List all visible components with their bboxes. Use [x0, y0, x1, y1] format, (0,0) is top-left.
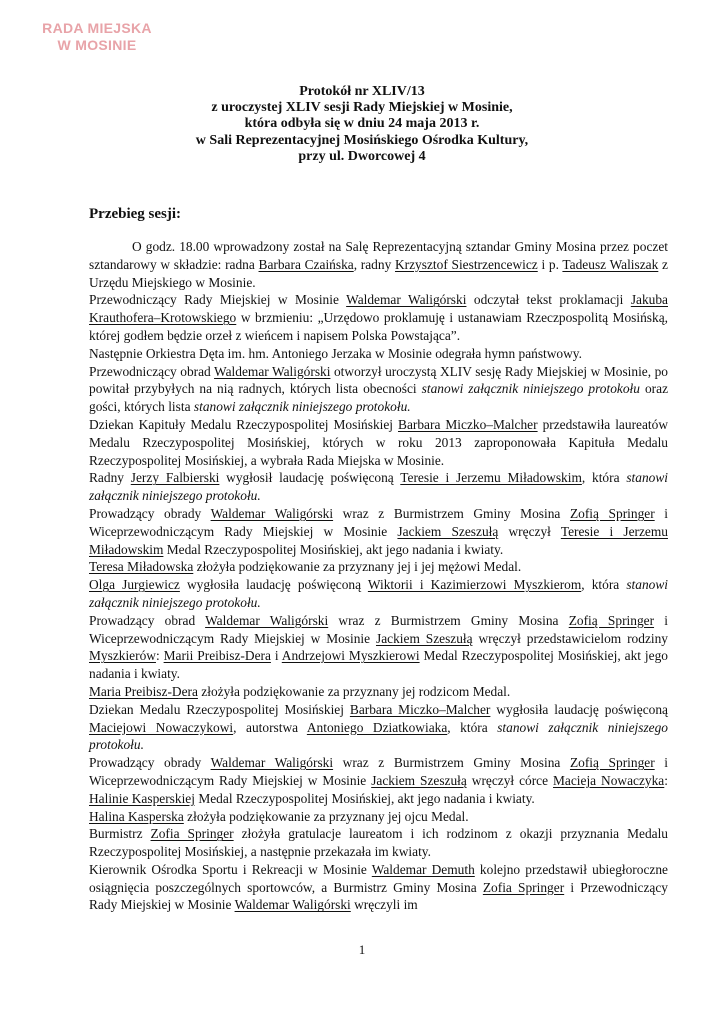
person-name: Zofią Springer [569, 755, 655, 771]
attachment-note: stanowi załącznik niniejszego protokołu [421, 381, 640, 397]
person-name: Waldemar Waligórski [346, 292, 467, 308]
paragraph-text: Dziekan Kapituły Medalu Rzeczypospolitej Mosińskiej [89, 416, 399, 432]
attachment-note: stanowi załącznik niniejszego protokołu. [89, 470, 669, 504]
paragraph-text: , która [581, 470, 627, 486]
paragraph-text: , która [447, 719, 498, 735]
attachment-note: stanowi załącznik niniejszego protokołu. [89, 719, 668, 753]
person-name: Teresie i Jerzemu Miładowskim [89, 523, 668, 557]
paragraph-text: wraz z Burmistrzem Gminy Mosina [333, 755, 570, 771]
paragraph-text: i [270, 648, 282, 664]
paragraph-text: , która [581, 577, 627, 593]
attachment-note: stanowi załącznik niniejszego protokołu. [193, 399, 411, 415]
paragraph-text: Przewodniczący Rady Miejskiej w Mosinie [89, 292, 347, 308]
person-name: Halina Kasperska [89, 808, 184, 824]
paragraph-text: otworzył uroczystą XLIV sesję Rady Miejskiej w Mosinie, po powitał przybyłych na nią radnych, których lista obecności [89, 363, 669, 397]
paragraph-text: Medal Rzeczypospolitej Mosińskiej, akt jego nadania i kwiaty. [89, 648, 668, 682]
body-paragraph [89, 558, 668, 576]
paragraph-text: i p. [537, 256, 563, 272]
paragraph-text: Dziekan Medalu Rzeczypospolitej Mosińskiej [89, 701, 350, 717]
person-name: Marii Preibisz-Dera [163, 648, 271, 664]
paragraph-text: Radny [89, 470, 131, 486]
paragraph-text: złożyła podziękowanie za przyznany jej i jej mężowi Medal. [193, 559, 522, 575]
person-name: Macieja Nowaczyka [553, 772, 665, 788]
person-name: Krzysztof Siestrzencewicz [394, 256, 538, 272]
person-name: Maria Preibisz-Dera [89, 683, 198, 699]
paragraph-text: Prowadzący obrad [89, 612, 206, 628]
person-name: Teresa Miładowska [89, 559, 194, 575]
body-paragraph [89, 683, 668, 701]
paragraph-text: wraz z Burmistrzem Gminy Mosina [333, 505, 570, 521]
paragraph-text: O godz. 18.00 wprowadzony został na Salę Reprezentacyjną sztandar Gminy Mosina przez poczet sztandarowy w składzie: radna [89, 239, 668, 272]
document-body [89, 238, 668, 914]
paragraph-text: : [155, 648, 164, 664]
paragraph-text: Kierownik Ośrodka Sportu i Rekreacji w Mosinie [89, 861, 372, 877]
person-name: Jackiem Szeszułą [375, 630, 473, 646]
paragraph-text: i Wiceprzewodniczącym Rady Miejskiej w Mosinie [89, 505, 668, 539]
paragraph-text: wręczył przedstawicielom rodziny [472, 630, 669, 646]
person-name: Wiktorii i Kazimierzowi Myszkierom [367, 577, 582, 593]
person-name: Tadeusz Waliszak [562, 256, 659, 272]
header-line: z uroczystej XLIV sesji Rady Miejskiej w Mosinie, [211, 100, 513, 116]
person-name: Jackiem Szeszułą [371, 772, 467, 788]
paragraph-text: wygłosiła laudację poświęconą [179, 577, 368, 593]
person-name: Waldemar Waligórski [210, 755, 334, 771]
person-name: Zofia Springer [150, 826, 234, 842]
paragraph-text: kolejno przedstawił ubiegłoroczne osiągnięcia poszczególnych sportowców, a Burmistrz Gminy Mosina [89, 861, 668, 895]
person-name: Jackiem Szeszułą [397, 523, 499, 539]
paragraph-text: wygłosił laudację poświęconą [219, 470, 401, 486]
body-paragraph [89, 505, 668, 558]
paragraph-text: i Wiceprzewodniczącym Rady Miejskiej w Mosinie [89, 755, 668, 788]
person-name: Maciejowi Nowaczykowi [89, 719, 234, 735]
header-title: Protokół nr XLIV/13 [299, 84, 425, 99]
paragraph-text: wygłosiła laudację poświęconą [490, 701, 668, 717]
body-paragraph [89, 416, 668, 469]
paragraph-text: w brzmieniu: „Urzędowo proklamuję i ustanawiam Rzeczpospolitą Mosińską, której godłem będzie orzeł z wieńcem i napisem Polska Powstająca”. [89, 310, 668, 343]
paragraph-text: , radny [353, 256, 395, 272]
paragraph-text: wraz z Burmistrzem Gminy Mosina [328, 612, 569, 628]
person-name: Zofią Springer [569, 505, 655, 521]
page-number: 1 [358, 942, 366, 957]
paragraph-text: Burmistrz [89, 826, 151, 842]
paragraph-text: złożyła podziękowanie za przyznany jej rodzicom Medal. [197, 683, 511, 699]
paragraph-text: Prowadzący obrady [89, 505, 211, 521]
paragraph-text: Przewodniczący obrad [89, 363, 215, 379]
person-name: Andrzejowi Myszkierowi [281, 648, 420, 664]
header-line: przy ul. Dworcowej 4 [298, 148, 426, 164]
body-paragraph [89, 612, 668, 683]
person-name: Waldemar Demuth [371, 861, 475, 877]
person-name: Antoniego Dziatkowiaka [306, 719, 448, 735]
paragraph-text: Medal Rzeczypospolitej Mosińskiej, akt jego nadania i kwiaty. [163, 541, 504, 557]
person-name: Barbara Miczko–Malcher [349, 701, 491, 717]
paragraph-text: Prowadzący obrady [89, 755, 211, 771]
paragraph-text: wręczył [498, 523, 561, 539]
document-header [0, 84, 724, 165]
body-paragraph [89, 291, 668, 344]
body-paragraph [89, 469, 668, 505]
person-name: Waldemar Waligórski [214, 363, 331, 379]
person-name: Waldemar Waligórski [205, 612, 329, 628]
person-name: Olga Jurgiewicz [89, 577, 180, 593]
stamp-line-2: W MOSINIE [57, 37, 137, 53]
body-paragraph [89, 808, 668, 826]
paragraph-text: odczytał tekst proklamacji [466, 292, 631, 308]
paragraph-text: przedstawiła laureatów Medalu Rzeczypospolitej Mosińskiej, których w roku 2013 zaproponowała Kapituła Medalu Rzeczypospolitej Mosińskiej, a wybrała Rada Miejska w Mosinie. [89, 416, 669, 468]
body-paragraph [89, 345, 668, 363]
paragraph-text: , autorstwa [233, 719, 307, 735]
paragraph-text: wręczyli im [350, 897, 418, 913]
person-name: Teresie i Jerzemu Miładowskim [400, 470, 582, 486]
section-title: Przebieg sesji: [89, 206, 182, 222]
paragraph-text: wręczył córce [466, 772, 553, 788]
attachment-note: stanowi załącznik niniejszego protokołu. [89, 577, 668, 610]
body-paragraph [89, 754, 668, 807]
paragraph-text: : [664, 772, 668, 788]
paragraph-text: i Przewodniczący Rady Miejskiej w Mosinie [89, 879, 669, 913]
person-name: Waldemar Waligórski [234, 897, 351, 913]
stamp-line-1: RADA MIEJSKA [42, 20, 152, 36]
person-name: Barbara Miczko–Malcher [398, 416, 538, 432]
body-paragraph [89, 861, 668, 914]
body-paragraph [89, 576, 668, 612]
person-name: Waldemar Waligórski [210, 505, 334, 521]
header-line: która odbyła się w dniu 24 maja 2013 r. [244, 116, 480, 132]
paragraph-text: z Urzędu Miejskiego w Mosinie. [89, 256, 668, 290]
body-paragraph [89, 825, 668, 861]
header-line: w Sali Reprezentacyjnej Mosińskiego Ośrodka Kultury, [195, 132, 529, 148]
body-paragraph [89, 701, 668, 754]
council-stamp [22, 20, 172, 54]
paragraph-text: Następnie Orkiestra Dęta im. hm. Antoniego Jerzaka w Mosinie odegrała hymn państwowy. [89, 345, 582, 361]
person-name: Jerzy Falbierski [130, 470, 220, 486]
paragraph-text: oraz gości, których lista [89, 381, 669, 415]
person-name: Zofia Springer [482, 879, 565, 895]
paragraph-text: złożyła gratulacje laureatom i ich rodzinom z okazji przyznania Medalu Rzeczypospolitej Mosińskiej, a następnie przekazała im kwiaty. [89, 826, 668, 860]
paragraph-text: Medal Rzeczypospolitej Mosińskiej, akt jego nadania i kwiaty. [194, 790, 535, 806]
person-name: Zofią Springer [568, 612, 655, 628]
person-name: Barbara Czaińska [258, 256, 354, 272]
body-paragraph [89, 363, 668, 416]
person-name: Jakuba Krauthofera–Krotowskiego [89, 292, 668, 326]
paragraph-text: i Wiceprzewodniczącym Rady Miejskiej w Mosinie [89, 612, 668, 646]
person-name: Halinie Kasperskiej [89, 790, 195, 806]
paragraph-text: złożyła podziękowanie za przyznany jej ojcu Medal. [183, 808, 469, 824]
person-name: Myszkierów [89, 648, 156, 664]
body-paragraph [89, 238, 668, 291]
